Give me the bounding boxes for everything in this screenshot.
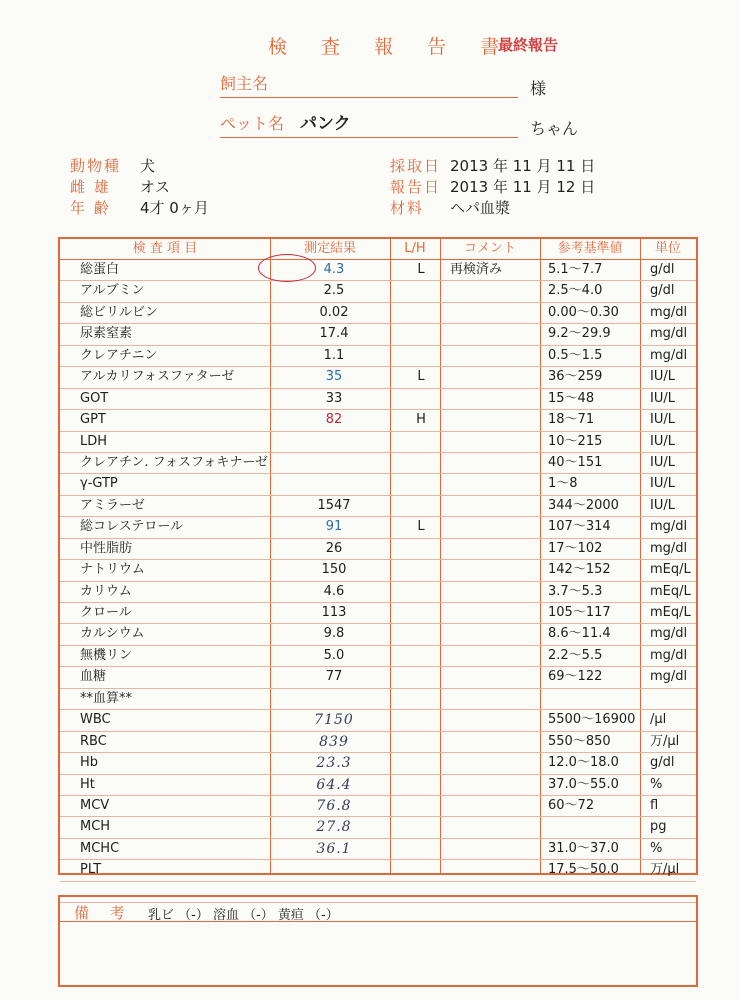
result-cell: 76.8 (316, 797, 352, 814)
owner-honorific: 様 (530, 79, 547, 98)
table-row (60, 453, 696, 474)
reference-range-cell: 0.5～1.5 (548, 347, 603, 363)
test-name-cell: クロール (80, 605, 132, 620)
result-cell: 7150 (314, 712, 354, 729)
result-cell: 9.8 (323, 626, 345, 642)
test-name-cell: クレアチン. フォスフォキナーゼ (80, 454, 269, 470)
result-cell: 91 (325, 519, 343, 535)
reference-range-cell: 31.0～37.0 (548, 840, 619, 856)
info-row-sex (70, 177, 330, 198)
unit-cell: mg/dl (650, 304, 688, 320)
report-date-label: 報告日 (390, 178, 442, 196)
lh-flag-cell (396, 775, 446, 795)
lh-flag-cell (396, 389, 446, 409)
age-value: 4才 0ヶ月 (140, 199, 209, 217)
lh-flag-cell (396, 817, 446, 837)
reference-range-cell: 17.5～50.0 (548, 862, 619, 878)
result-cell: 839 (319, 733, 349, 750)
remarks-text: 乳ビ （-） 溶血 （-） 黄疸 （-） (148, 908, 339, 923)
lh-flag-cell (396, 303, 446, 323)
test-name-cell: GPT (80, 412, 106, 428)
reference-range-cell: 5.1～7.7 (548, 262, 603, 277)
lh-flag-cell (396, 667, 446, 687)
reference-range-cell: 142～152 (548, 562, 611, 578)
unit-cell: mg/dl (650, 347, 688, 363)
sex-value: オス (140, 178, 170, 196)
unit-cell: % (650, 776, 663, 792)
table-row (60, 474, 696, 495)
test-name-cell: RBC (80, 733, 107, 749)
test-name-cell: アミラーゼ (80, 497, 145, 513)
test-name-cell: WBC (80, 712, 111, 728)
lh-flag-cell (396, 624, 446, 644)
test-name-cell: 無機リン (80, 647, 133, 663)
unit-cell: IU/L (650, 369, 675, 385)
table-row (60, 517, 696, 538)
test-name-cell: MCHC (80, 840, 120, 856)
table-row (60, 775, 696, 796)
test-name-cell: カリウム (80, 583, 132, 599)
lh-flag-cell (396, 796, 446, 816)
result-cell: 17.4 (319, 326, 349, 342)
lh-flag-cell: L (417, 519, 425, 535)
lh-flag-cell (396, 539, 446, 559)
pet-honorific: ちゃん (530, 119, 579, 138)
test-name-cell: 総コレステロール (80, 519, 184, 535)
unit-cell: IU/L (650, 390, 675, 406)
lh-flag-cell (396, 453, 446, 473)
table-row (60, 281, 696, 302)
result-cell: 64.4 (316, 776, 352, 793)
lh-flag-cell (396, 281, 446, 301)
species-value: 犬 (140, 157, 156, 175)
reference-range-cell: 40～151 (548, 454, 603, 470)
table-row (60, 753, 696, 774)
test-name-cell: LDH (80, 433, 108, 449)
info-row-collection-date (390, 156, 710, 177)
table-row (60, 732, 696, 753)
material-value: ヘパ血漿 (450, 199, 511, 217)
lh-flag-cell (396, 646, 446, 666)
reference-range-cell: 60～72 (548, 797, 595, 813)
test-name-cell: 総ビリルビン (80, 304, 159, 320)
lh-flag-cell (396, 753, 446, 773)
reference-range-cell: 36～259 (548, 369, 603, 385)
owner-name-label: 飼主名 (220, 74, 269, 93)
lh-flag-cell (396, 710, 446, 730)
info-row-age (70, 198, 330, 219)
lh-flag-cell (396, 860, 446, 880)
table-row (60, 367, 696, 388)
result-cell (274, 432, 394, 452)
reference-range-cell: 18～71 (548, 412, 595, 428)
lh-flag-cell (396, 689, 446, 709)
table-row (60, 624, 696, 645)
reference-range-cell: 344～2000 (548, 497, 619, 513)
lh-flag-cell (396, 432, 446, 452)
header-lh: L/H (404, 241, 426, 256)
lh-flag-cell (396, 560, 446, 580)
result-cell: 27.8 (316, 819, 352, 836)
table-row (60, 796, 696, 817)
reference-range-cell: 15～48 (548, 390, 595, 406)
test-name-cell: 尿素窒素 (80, 326, 133, 342)
table-row (60, 560, 696, 581)
test-name-cell: Ht (80, 776, 95, 792)
table-row (60, 346, 696, 367)
reference-range-cell: 3.7～5.3 (548, 583, 603, 599)
material-label: 材料 (390, 199, 425, 217)
unit-cell: IU/L (650, 433, 675, 449)
reference-range-cell: 105～117 (548, 605, 611, 620)
table-row (60, 496, 696, 517)
sample-info-right (390, 156, 710, 219)
unit-cell: mg/dl (650, 540, 688, 556)
table-row (60, 582, 696, 603)
sex-label: 雌 雄 (70, 178, 111, 196)
lh-flag-cell (396, 582, 446, 602)
unit-cell: mEq/L (650, 583, 691, 599)
test-name-cell: PLT (80, 862, 102, 878)
unit-cell: g/dl (650, 755, 675, 771)
test-name-cell: アルブミン (80, 283, 145, 299)
result-cell (274, 474, 394, 494)
reference-range-cell: 550～850 (548, 733, 611, 749)
unit-cell: pg (650, 819, 667, 835)
test-name-cell: **血算** (80, 690, 133, 706)
report-title: 検 査 報 告 書 (268, 36, 514, 58)
unit-cell: IU/L (650, 497, 675, 513)
result-cell: 5.0 (323, 647, 345, 663)
reference-range-cell: 37.0～55.0 (548, 776, 619, 792)
result-cell: 77 (325, 669, 343, 685)
unit-cell: % (650, 840, 663, 856)
header-result: 測定結果 (303, 241, 356, 256)
result-cell: 2.5 (323, 283, 345, 299)
unit-cell: mEq/L (650, 605, 691, 620)
table-header (60, 239, 696, 260)
unit-cell: IU/L (650, 476, 675, 492)
lh-flag-cell: H (416, 412, 426, 428)
lh-flag-cell: L (417, 262, 425, 277)
unit-cell: mg/dl (650, 326, 688, 342)
reference-range-cell: 10～215 (548, 433, 603, 449)
header-unit: 単位 (654, 241, 681, 256)
unit-cell: g/dl (650, 283, 675, 299)
collection-date-label: 採取日 (390, 157, 442, 175)
test-name-cell: アルカリフォスファターゼ (80, 369, 235, 385)
pet-name-label: ペット名 (220, 114, 285, 133)
remarks-divider (60, 921, 696, 922)
final-report-label: 最終報告 (498, 36, 559, 54)
test-name-cell: Hb (80, 755, 99, 771)
unit-cell: 万/μl (650, 862, 680, 878)
table-body (60, 260, 696, 903)
owner-name-underline (220, 97, 518, 98)
lh-flag-cell: L (417, 369, 425, 385)
table-row (60, 432, 696, 453)
table-row (60, 539, 696, 560)
test-name-cell: カルシウム (80, 626, 145, 642)
result-cell: 35 (325, 369, 343, 385)
info-row-material (390, 198, 710, 219)
lh-flag-cell (396, 732, 446, 752)
result-cell: 23.3 (316, 755, 352, 772)
unit-cell: mEq/L (650, 562, 691, 578)
table-row (60, 817, 696, 838)
header-item: 検 査 項 目 (132, 241, 198, 256)
reference-range-cell: 12.0～18.0 (548, 755, 619, 771)
unit-cell: g/dl (650, 262, 675, 277)
result-cell: 0.02 (319, 304, 349, 320)
table-row (60, 710, 696, 731)
reference-range-cell: 8.6～11.4 (548, 626, 611, 642)
unit-cell: IU/L (650, 412, 675, 428)
unit-cell: fl (650, 797, 659, 813)
lh-flag-cell (396, 603, 446, 623)
remarks-label: 備 考 (74, 904, 133, 922)
reference-range-cell: 69～122 (548, 669, 603, 685)
reference-range-cell: 1～8 (548, 476, 578, 492)
unit-cell: 万/μl (650, 733, 680, 749)
lh-flag-cell (396, 496, 446, 516)
test-name-cell: γ-GTP (80, 476, 118, 492)
table-row (60, 260, 696, 281)
unit-cell: mg/dl (650, 626, 688, 642)
pet-name-value: パンク (300, 114, 351, 134)
table-row (60, 689, 696, 710)
table-row (60, 410, 696, 431)
species-label: 動物種 (70, 157, 122, 175)
reference-range-cell: 17～102 (548, 540, 603, 556)
animal-info-left (70, 156, 330, 219)
age-label: 年 齢 (70, 199, 111, 217)
test-name-cell: 中性脂肪 (80, 540, 133, 556)
lh-flag-cell (396, 839, 446, 859)
remarks-box (58, 895, 698, 987)
report-header (0, 30, 740, 60)
owner-name-field (220, 72, 518, 98)
table-row (60, 603, 696, 624)
test-name-cell: MCV (80, 797, 110, 813)
result-cell: 1.1 (323, 347, 345, 363)
unit-cell: /μl (650, 712, 667, 728)
table-row (60, 839, 696, 860)
table-row (60, 389, 696, 410)
test-name-cell: MCH (80, 819, 111, 835)
test-name-cell: ナトリウム (80, 562, 145, 578)
lh-flag-cell (396, 324, 446, 344)
table-row (60, 303, 696, 324)
test-name-cell: GOT (80, 390, 109, 406)
result-cell (274, 689, 394, 709)
lh-flag-cell (396, 346, 446, 366)
pet-name-underline (220, 137, 518, 138)
unit-cell: mg/dl (650, 647, 688, 663)
collection-date-value: 2013 年 11 月 11 日 (450, 157, 596, 175)
lh-flag-cell (396, 474, 446, 494)
result-cell (274, 860, 394, 880)
test-name-cell: 血糖 (80, 669, 107, 685)
header-reference: 参考基準値 (557, 241, 623, 256)
result-cell: 4.6 (323, 583, 345, 599)
result-cell: 36.1 (316, 840, 352, 857)
result-cell: 4.3 (323, 262, 345, 277)
result-cell (274, 453, 394, 473)
report-date-value: 2013 年 11 月 12 日 (450, 178, 596, 196)
unit-cell: mg/dl (650, 519, 688, 535)
table-row (60, 860, 696, 881)
unit-cell: mg/dl (650, 669, 688, 685)
result-cell: 113 (321, 605, 347, 620)
reference-range-cell: 2.5～4.0 (548, 283, 603, 299)
pet-name-field (220, 112, 518, 138)
info-row-species (70, 156, 330, 177)
reference-range-cell: 9.2～29.9 (548, 326, 611, 342)
reference-range-cell: 107～314 (548, 519, 611, 535)
result-cell: 26 (325, 540, 343, 556)
unit-cell: IU/L (650, 454, 675, 470)
result-circle-mark (258, 254, 316, 282)
table-row (60, 324, 696, 345)
comment-cell: 再検済み (450, 262, 503, 277)
reference-range-cell: 5500～16900 (548, 712, 636, 728)
table-row (60, 646, 696, 667)
result-cell: 1547 (317, 497, 351, 513)
result-cell: 33 (325, 390, 343, 406)
test-name-cell: クレアチニン (80, 347, 158, 363)
result-cell: 82 (325, 412, 343, 428)
test-name-cell: 総蛋白 (80, 262, 120, 277)
reference-range-cell: 0.00～0.30 (548, 304, 619, 320)
result-cell: 150 (321, 562, 347, 578)
header-comment: コメント (463, 241, 516, 256)
reference-range-cell: 2.2～5.5 (548, 647, 603, 663)
info-row-report-date (390, 177, 710, 198)
results-table (58, 237, 698, 878)
table-row (60, 667, 696, 688)
